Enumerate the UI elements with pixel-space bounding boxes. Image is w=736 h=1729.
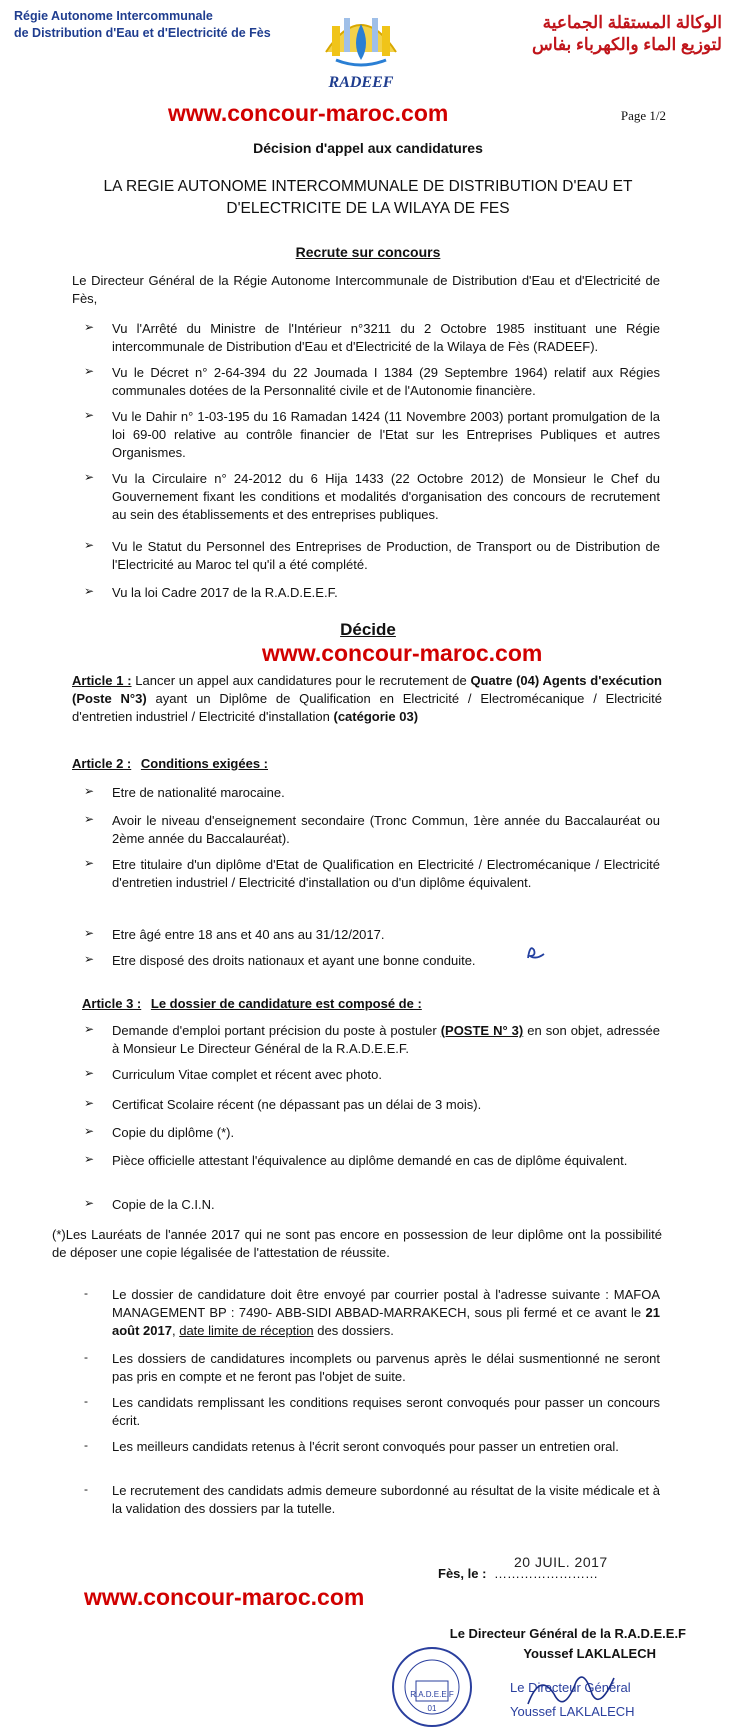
signature-stamp-line1: Le Directeur Général <box>510 1680 631 1695</box>
dash-bullet-icon: - <box>84 1482 88 1496</box>
initials-mark <box>524 940 548 964</box>
arrow-bullet-icon: ➢ <box>84 1096 95 1110</box>
dash-item: - Les meilleurs candidats retenus à l'écrit seront convoqués pour passer un entretien oral. <box>84 1438 619 1454</box>
decision-title: Décision d'appel aux candidatures <box>253 140 483 156</box>
dossier-item: ➢ Copie du diplôme (*). <box>84 1124 235 1140</box>
arrow-bullet-icon: ➢ <box>84 470 95 484</box>
article-3-heading <box>82 996 422 1011</box>
vu-item: ➢ Vu le Statut du Personnel des Entreprises de Production, de Transport ou de Distribution de l'Electricité au Maroc tel qu'il a été complété. <box>84 538 660 572</box>
arrow-bullet-icon: ➢ <box>84 320 95 334</box>
logo-text: RADEEF <box>328 74 394 91</box>
recrute-heading: Recrute sur concours <box>295 244 441 260</box>
signatory-name: Youssef LAKLALECH <box>523 1646 656 1661</box>
arrow-bullet-icon: ➢ <box>84 364 95 378</box>
vu-item: ➢ Vu l'Arrêté du Ministre de l'Intérieur n°3211 du 2 Octobre 1985 instituant une Régie intercommunale de Distribution d'Eau et d'Electricité de la Wilaya de Fès (RADEEF). <box>84 320 660 354</box>
arrow-bullet-icon: ➢ <box>84 856 95 870</box>
place-date: Fès, le : …………………… <box>438 1566 599 1581</box>
arrow-bullet-icon: ➢ <box>84 812 95 826</box>
org-name-fr-line1: Régie Autonome Intercommunale <box>14 9 213 23</box>
dossier-item: ➢ Copie de la C.I.N. <box>84 1196 215 1212</box>
article-3-label: Article 3 : <box>82 996 142 1011</box>
arrow-bullet-icon: ➢ <box>84 1152 95 1166</box>
arrow-bullet-icon: ➢ <box>84 538 95 552</box>
condition-item: ➢ Etre âgé entre 18 ans et 40 ans au 31/12/2017. <box>84 926 385 942</box>
stamp-number: 01 <box>427 1704 437 1713</box>
recruiter-name-line2: D'ELECTRICITE DE LA WILAYA DE FES <box>226 200 510 217</box>
condition-item: ➢ Etre titulaire d'un diplôme d'Etat de Qualification en Electricité / Electromécanique / Electricité d'entretien industriel / Electricité d'installation ou d'un diplôme équivalent. <box>84 856 660 890</box>
decide-heading: Décide <box>340 620 396 639</box>
vu-item: ➢ Vu le Dahir n° 1-03-195 du 16 Ramadan 1424 (11 Novembre 2003) portant promulgation de la loi 69-00 relative au contrôle financier de l'Etat sur les Entreprises Publiques et autres Organismes. <box>84 408 660 460</box>
handwritten-signature <box>520 1664 620 1718</box>
article-2-label: Article 2 : <box>72 756 132 771</box>
dossier-item: ➢ Certificat Scolaire récent (ne dépassant pas un délai de 3 mois). <box>84 1096 482 1112</box>
article-1: Article 1 : Lancer un appel aux candidatures pour le recrutement de Quatre (04) Agents d'exécution (Poste N°3) ayant un Diplôme de Qualification en Electricité / Electromécanique / Electricité d'entretien industriel / Electricité d'installation (catégorie 03) <box>72 673 663 724</box>
recruiter-name <box>0 176 736 220</box>
arrow-bullet-icon: ➢ <box>84 1066 95 1080</box>
article-1-label: Article 1 : <box>72 673 132 688</box>
watermark-top: www.concour-maroc.com <box>168 100 449 126</box>
recruiter-name-line1: LA REGIE AUTONOME INTERCOMMUNALE DE DISTRIBUTION D'EAU ET <box>103 178 633 195</box>
arrow-bullet-icon: ➢ <box>84 1022 95 1036</box>
official-stamp <box>390 1645 474 1729</box>
vu-item: ➢ Vu la Circulaire n° 24-2012 du 6 Hija 1433 (22 Octobre 2012) de Monsieur le Chef du Gouvernement fixant les conditions et modalités d'organisation des concours de recrutement au sein des établissements et des entreprises publiques. <box>84 470 660 522</box>
dash-item: - Le recrutement des candidats admis demeure subordonné au résultat de la visite médicale et à la validation des dossiers par la tutelle. <box>84 1482 660 1516</box>
arrow-bullet-icon: ➢ <box>84 408 95 422</box>
org-name-ar <box>532 12 722 56</box>
conditions-heading: Conditions exigées : <box>140 756 269 771</box>
article-2-heading <box>72 756 268 771</box>
page-number: Page 1/2 <box>620 108 666 123</box>
arrow-bullet-icon: ➢ <box>84 784 95 798</box>
org-name-ar-line2: لتوزيع الماء والكهرباء بفاس <box>531 35 722 54</box>
arrow-bullet-icon: ➢ <box>84 952 95 966</box>
stamp-text: R.A.D.E.E.F <box>410 1690 454 1699</box>
dossier-item: ➢ Pièce officielle attestant l'équivalence au diplôme demandé en cas de diplôme équivalent. <box>84 1152 628 1168</box>
dash-item: - Le dossier de candidature doit être envoyé par courrier postal à l'adresse suivante : MAFOA MANAGEMENT BP : 7490- ABB-SIDI ABBAD-MARRAKECH, sous pli fermé et ce avant le 21 août 2017, date limite de réception des dossiers. <box>84 1286 660 1338</box>
date-stamp: 20 JUIL. 2017 <box>514 1554 608 1570</box>
dash-bullet-icon: - <box>84 1286 88 1300</box>
org-name-ar-line1: الوكالة المستقلة الجماعية <box>542 13 722 32</box>
dash-item: - Les dossiers de candidatures incomplets ou parvenus après le délai susmentionné ne seront pas pris en compte et ne feront pas l'objet de suite. <box>84 1350 660 1384</box>
dash-item: - Les candidats remplissant les conditions requises seront convoqués pour passer un concours écrit. <box>84 1394 660 1428</box>
org-name-fr-line2: de Distribution d'Eau et d'Electricité de Fès <box>14 26 271 40</box>
vu-item: ➢ Vu la loi Cadre 2017 de la R.A.D.E.E.F. <box>84 584 338 600</box>
signature-stamp-line2: Youssef LAKLALECH <box>510 1704 635 1719</box>
dash-bullet-icon: - <box>84 1350 88 1364</box>
watermark-middle: www.concour-maroc.com <box>262 640 543 666</box>
arrow-bullet-icon: ➢ <box>84 926 95 940</box>
watermark-bottom: www.concour-maroc.com <box>84 1584 365 1610</box>
dash-bullet-icon: - <box>84 1438 88 1452</box>
dash-bullet-icon: - <box>84 1394 88 1408</box>
arrow-bullet-icon: ➢ <box>84 1124 95 1138</box>
intro-paragraph: Le Directeur Général de la Régie Autonome Intercommunale de Distribution d'Eau et d'Electricité de Fès, <box>72 273 660 306</box>
vu-item: ➢ Vu le Décret n° 2-64-394 du 22 Joumada I 1384 (29 Septembre 1964) relatif aux Régies communales dotées de la Personnalité civile et de l'Autonomie financière. <box>84 364 660 398</box>
condition-item: ➢ Etre disposé des droits nationaux et ayant une bonne conduite. <box>84 952 476 968</box>
note-paragraph: (*)Les Lauréats de l'année 2017 qui ne sont pas encore en possession de leur diplôme ont la possibilité de déposer une copie légalisée de l'attestation de réussite. <box>52 1227 662 1260</box>
org-name-fr <box>14 8 271 42</box>
arrow-bullet-icon: ➢ <box>84 584 95 598</box>
dossier-item: ➢ Curriculum Vitae complet et récent avec photo. <box>84 1066 383 1082</box>
arrow-bullet-icon: ➢ <box>84 1196 95 1210</box>
dossier-heading: Le dossier de candidature est composé de : <box>150 996 422 1011</box>
condition-item: ➢ Avoir le niveau d'enseignement secondaire (Tronc Commun, 1ère année du Baccalauréat ou 2ème année du Baccalauréat). <box>84 812 660 846</box>
dossier-item: ➢ Demande d'emploi portant précision du poste à postuler (POSTE N° 3) en son objet, adressée à Monsieur Le Directeur Général de la R.A.D.E.E.F. <box>84 1022 660 1056</box>
condition-item: ➢ Etre de nationalité marocaine. <box>84 784 285 800</box>
signatory-title: Le Directeur Général de la R.A.D.E.E.F <box>449 1626 686 1641</box>
